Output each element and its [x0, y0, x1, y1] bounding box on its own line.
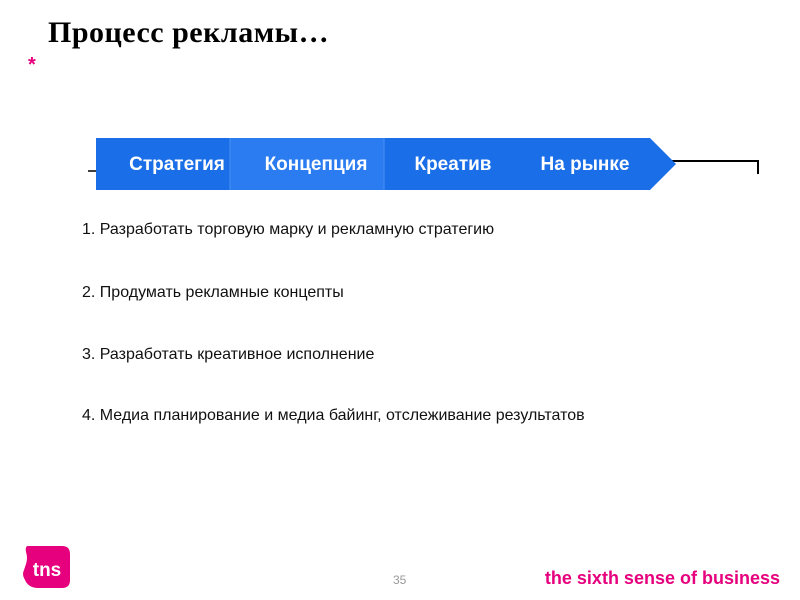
- step-item: 4. Медиа планирование и медиа байинг, отслеживание результатов: [82, 407, 585, 424]
- tagline: the sixth sense of business: [544, 568, 780, 588]
- step-item: 2. Продумать рекламные концепты: [82, 284, 344, 301]
- stage-creative: Креатив: [414, 153, 492, 175]
- stage-strategy: Стратегия: [129, 153, 225, 175]
- process-arrow: [88, 138, 768, 194]
- step-item: 3. Разработать креативное исполнение: [82, 346, 375, 363]
- asterisk-marker: *: [28, 54, 36, 76]
- step-item: 1. Разработать торговую марку и рекламную стратегию: [82, 221, 495, 238]
- stage-concept: Концепция: [264, 153, 368, 175]
- tns-logo-icon: [22, 544, 72, 590]
- slide-title: Процесс рекламы…: [48, 16, 330, 49]
- page-number: 35: [393, 573, 407, 587]
- stage-on-market: На рынке: [540, 153, 630, 175]
- logo-text: tns: [32, 560, 62, 581]
